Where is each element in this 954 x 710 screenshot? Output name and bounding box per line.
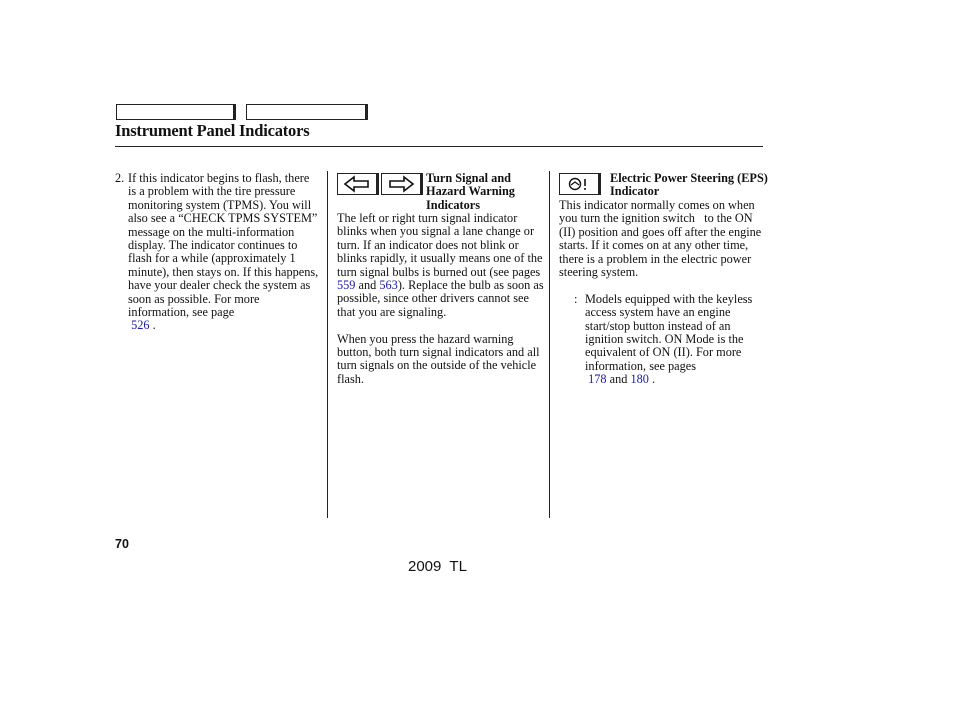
and-text-2: and xyxy=(609,372,628,387)
list-number: 2. xyxy=(115,171,125,185)
turn-signal-body xyxy=(337,212,545,386)
model-footer: 2009 TL xyxy=(408,558,467,575)
page-link-559[interactable]: 559 xyxy=(337,278,356,293)
right-turn-arrow-icon xyxy=(381,173,421,195)
note-end: . xyxy=(651,372,656,387)
column-divider-2 xyxy=(549,171,550,518)
keyless-note-text: Models equipped with the keyless access system have an engine start/stop button instead of an ignition switch. ON Mode is the equivalent of ON (II). For more information, see pages xyxy=(585,291,753,373)
title-divider xyxy=(115,146,763,147)
tpms-paragraph xyxy=(128,172,320,333)
eps-heading: Electric Power Steering (EPS) Indicator xyxy=(610,171,768,199)
page-link-563[interactable]: 563 xyxy=(379,278,398,293)
eps-paragraph: This indicator normally comes on when you turn the ignition switch to the ON (II) position and goes off after the engine starts. If it comes on at any other time, there is a problem in the electric power steering system. xyxy=(559,198,765,280)
tpms-end: . xyxy=(152,318,156,333)
column-divider-1 xyxy=(327,171,328,518)
left-turn-arrow-icon xyxy=(337,173,377,195)
turn-signal-paragraph-1 xyxy=(337,212,545,319)
tpms-text: If this indicator begins to flash, there is a problem with the tire pressure monitoring system (TPMS). You will also see a “CHECK TPMS SYSTEM” message on the multi-information display. The indicator continues to flash for a while (approximately 1 minute), then stays on. If this happens, have your dealer check the system as soon as possible. For more information, see page xyxy=(128,171,319,320)
nav-tab-1[interactable] xyxy=(116,104,234,120)
and-text: and xyxy=(358,278,377,293)
page-link-178[interactable]: 178 xyxy=(588,372,607,387)
hazard-paragraph: When you press the hazard warning button, both turn signal indicators and all turn signals on the outside of the vehicle flash. xyxy=(337,331,540,386)
nav-tab-2[interactable] xyxy=(246,104,366,120)
turn-signal-text-a: The left or right turn signal indicator blinks when you signal a lane change or turn. If an indicator does not blink or blinks rapidly, it usually means one of the turn signal bulbs is burned out (see pages xyxy=(337,211,543,279)
keyless-note xyxy=(574,291,769,387)
note-colon: : xyxy=(574,291,578,306)
page-link-526[interactable]: 526 xyxy=(131,318,150,333)
page-title: Instrument Panel Indicators xyxy=(115,121,310,140)
turn-signal-heading: Turn Signal and Hazard Warning Indicators xyxy=(426,171,515,212)
eps-steering-icon xyxy=(559,173,599,195)
eps-body xyxy=(559,199,769,387)
page-link-180[interactable]: 180 xyxy=(630,372,649,387)
turn-signal-text-b: ). Replace the bulb as soon as possible, since other drivers cannot see that you are signaling. xyxy=(337,278,544,319)
page-number: 70 xyxy=(115,537,129,551)
tpms-column xyxy=(115,172,320,333)
